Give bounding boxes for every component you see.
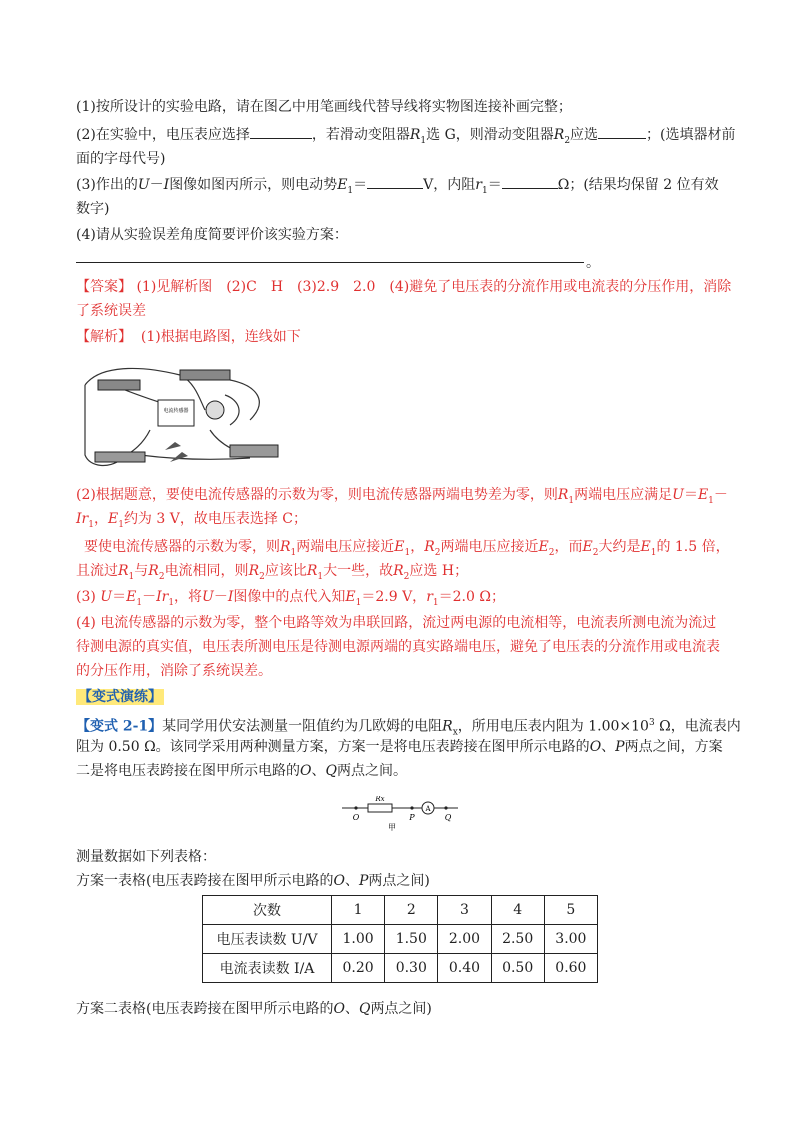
variant-text-f: 二是将电压表跨接在图甲所示电路的 xyxy=(76,763,300,779)
analysis-2: (2)根据题意，要使电流传感器的示数为零，则电流传感器两端电势差为零，则$R_1$两端电压应满足$U=E_1-$ xyxy=(76,487,728,506)
analysis-tag: 【解析】 xyxy=(76,329,132,345)
analysis-2-text-o: 应选 H； xyxy=(409,563,469,579)
q2-part-a: (2)在实验中，电压表应选择 xyxy=(76,127,250,143)
analysis-heading xyxy=(76,326,736,348)
ammeter-label: A xyxy=(425,805,431,813)
answer-block xyxy=(76,276,736,298)
analysis-2-cont: $Ir_1$，$E_1$约为 3 V，故电压表选择 C； xyxy=(76,511,308,530)
answer-blank-resistance[interactable] xyxy=(502,174,558,189)
variant-problem-3: 二是将电压表跨接在图甲所示电路的O、Q两点之间。 xyxy=(76,763,407,779)
question-3-cont xyxy=(76,198,736,220)
battery-right xyxy=(230,445,278,457)
symbol-R2: R xyxy=(553,127,565,143)
answer-tag: 【答案】 xyxy=(76,279,132,295)
table-cell: 2.50 xyxy=(491,925,544,954)
analysis-4-line-2: 待测电源的真实值，电压表所测电压是待测电源两端的真实路端电压，避免了电压表的分流作用或电流表 xyxy=(76,639,720,655)
measure-intro-text: 测量数据如下列表格： xyxy=(76,849,216,865)
answer-text-2: 了系统误差 xyxy=(76,303,146,319)
answer-blank-voltmeter[interactable] xyxy=(250,124,312,139)
analysis-2-text-b: 两端电压应满足 xyxy=(574,487,673,503)
label-q: Q xyxy=(444,813,452,822)
resistor-label: Rx xyxy=(375,796,385,803)
q2-part-d: 应选 xyxy=(570,127,599,143)
analysis-2-text-l: 电流相同，则 xyxy=(164,563,249,579)
q2-part-b: ，若滑动变阻器 xyxy=(311,127,410,143)
question-4-text: (4)请从实验误差角度简要评价该实验方案： xyxy=(76,227,348,243)
symbol-R1: R xyxy=(409,127,421,143)
table-cell: 0.40 xyxy=(438,954,491,983)
resistor-rx xyxy=(368,804,392,812)
table-header-cell: 1 xyxy=(332,896,385,925)
rheostat-left xyxy=(98,380,140,390)
plan-2-title-b: 两点之间) xyxy=(370,1001,432,1017)
measure-intro xyxy=(76,846,736,868)
question-4 xyxy=(76,224,736,246)
analysis-2-para2-cont: 且流过$R_1$与$R_2$电流相同，则$R_2$应该比$R_1$大一些，故$R_2$应选 H； xyxy=(76,563,469,582)
section-title: 【变式演练】 xyxy=(78,689,162,705)
q2-part-e: ；(选填器材前 xyxy=(646,127,736,143)
analysis-4-line-1: (4) 电流传感器的示数为零，整个电路等效为串联回路，流过两电源的电流相等，电流表所测电流为流过 xyxy=(76,615,717,631)
analysis-3-text-b: ，将 xyxy=(174,589,203,605)
table-cell: 1.50 xyxy=(385,925,438,954)
question-2: (2)在实验中，电压表应选择 ，若滑动变阻器$R_1$选 G，则滑动变阻器$R_2$应选 ；(选填器材前 xyxy=(76,124,736,152)
plan-1-title-b: 两点之间) xyxy=(368,873,430,889)
analysis-2-text-m: 应该比 xyxy=(264,563,307,579)
section-heading xyxy=(76,686,736,708)
variant-problem: 【变式 2-1】某同学用伏安法测量一阻值约为几欧姆的电阻$R_x$，所用电压表内阻为 $1.00\times 10^3$ Ω，电流表内 xyxy=(76,718,741,738)
circuit-figure-jia xyxy=(340,796,460,832)
table-row-label: 电压表读数 U/V xyxy=(203,925,332,954)
table-row xyxy=(203,954,598,983)
q3-part-a: (3)作出的 xyxy=(76,177,138,193)
table-header-cell: 2 xyxy=(385,896,438,925)
battery-left xyxy=(95,452,145,462)
q2-part-f: 面的字母代号) xyxy=(76,151,166,167)
node-o xyxy=(354,806,357,809)
analysis-2-text-d: 要使电流传感器的示数为零，则 xyxy=(84,539,280,555)
current-sensor-label: 电流传感器 xyxy=(163,408,189,414)
analysis-2-text-j: 且流过 xyxy=(76,563,118,579)
analysis-4-cont xyxy=(76,636,736,658)
variant-text-b: ，所用电压表内阻为 1.00×10 xyxy=(457,718,649,735)
plan-1-title: 方案一表格(电压表跨接在图甲所示电路的O、P两点之间) xyxy=(76,873,430,889)
table-row-label: 电流表读数 I/A xyxy=(203,954,332,983)
table-cell: 1.00 xyxy=(332,925,385,954)
wiring-diagram xyxy=(80,360,290,472)
variant-text-c: Ω，电流表内 xyxy=(659,718,741,735)
table-header-cell: 4 xyxy=(491,896,544,925)
data-table-plan-1 xyxy=(202,895,598,983)
plan-2-title-a: 方案二表格(电压表跨接在图甲所示电路的 xyxy=(76,1001,334,1017)
meter xyxy=(206,401,224,419)
analysis-3-text-d: ＝2.9 V， xyxy=(361,589,427,605)
node-p xyxy=(410,806,413,809)
variant-text-a: 某同学用伏安法测量一阻值约为几欧姆的电阻 xyxy=(162,718,443,735)
analysis-1-text: (1)根据电路图，连线如下 xyxy=(140,329,301,345)
variant-text-e: 两点之间，方案 xyxy=(624,739,723,755)
q3-part-b: 图像如图丙所示，则电动势 xyxy=(169,177,338,193)
switch xyxy=(165,442,181,450)
answer-text: (1)见解析图 (2)C H (3)2.9 2.0 (4)避免了电压表的分流作用或电流表的分压作用，消除 xyxy=(136,279,732,295)
table-cell: 0.50 xyxy=(491,954,544,983)
table-cell: 3.00 xyxy=(544,925,597,954)
q3-part-d: Ω；(结果均保留 2 位有效 xyxy=(557,177,719,193)
table-cell: 2.00 xyxy=(438,925,491,954)
analysis-2-text-f: 两端电压应接近 xyxy=(440,539,539,555)
node-q xyxy=(444,806,447,809)
analysis-4-line-3: 的分压作用，消除了系统误差。 xyxy=(76,663,272,679)
table-cell: 0.20 xyxy=(332,954,385,983)
table-row xyxy=(203,896,598,925)
figure-caption: 甲 xyxy=(388,823,396,832)
table-row xyxy=(203,925,598,954)
analysis-2-text-k: 与 xyxy=(134,563,149,579)
rheostat-top xyxy=(180,370,230,380)
answer-blank-emf[interactable] xyxy=(367,174,423,189)
analysis-2-para2: 要使电流传感器的示数为零，则$R_1$两端电压应接近$E_1$，$R_2$两端电压应接近$E_2$，而$E_2$大约是$E_1$的 1.5 倍， xyxy=(84,539,730,558)
answer-blank-rheostat[interactable] xyxy=(598,124,646,139)
switch xyxy=(170,452,188,462)
wire xyxy=(225,395,239,425)
question-1-text: (1)按所设计的实验电路，请在图乙中用笔画线代替导线将实物图连接补画完整； xyxy=(76,99,572,115)
analysis-4-cont2 xyxy=(76,660,736,682)
table-cell: 0.30 xyxy=(385,954,438,983)
answer-block-cont xyxy=(76,300,736,322)
period-mark: 。 xyxy=(586,255,600,271)
q3-part-c: V，内阻 xyxy=(423,177,476,193)
analysis-3-text-a: (3) xyxy=(76,589,96,605)
analysis-3: (3) $U=E_1-Ir_1$，将U－I图像中的点代入知$E_1=2.9$ V，$r_1=2.0$ Ω； xyxy=(76,589,505,608)
analysis-4 xyxy=(76,612,736,634)
table-header-cell: 3 xyxy=(438,896,491,925)
label-p: P xyxy=(409,813,415,822)
answer-line[interactable] xyxy=(76,262,584,263)
question-3: (3)作出的U－I图像如图丙所示，则电动势$E_1= V$，内阻$r_1= \Omega$；(结果均保留 2 位有效 xyxy=(76,174,736,202)
variant-text-d: 阻为 0.50 Ω。该同学采用两种测量方案，方案一是将电压表跨接在图甲所示电路的 xyxy=(76,739,590,755)
analysis-2-text-n: 大一些，故 xyxy=(323,563,394,579)
analysis-2-text-a: (2)根据题意，要使电流传感器的示数为零，则电流传感器两端电势差为零，则 xyxy=(76,487,558,503)
question-2-cont xyxy=(76,148,736,170)
variant-text-g: 两点之间。 xyxy=(336,763,407,779)
analysis-3-text-c: 图像中的点代入知 xyxy=(233,589,346,605)
table-cell: 0.60 xyxy=(544,954,597,983)
analysis-3-text-e: ＝2.0 Ω； xyxy=(438,589,505,605)
analysis-2-text-e: 两端电压应接近 xyxy=(296,539,395,555)
table-header-cell: 5 xyxy=(544,896,597,925)
analysis-2-text-i: 的 1.5 倍， xyxy=(656,539,730,555)
table-header-cell: 次数 xyxy=(203,896,332,925)
label-o: O xyxy=(352,813,360,822)
plan-1-title-a: 方案一表格(电压表跨接在图甲所示电路的 xyxy=(76,873,334,889)
analysis-2-text-g: ，而 xyxy=(554,539,583,555)
q3-part-e: 数字) xyxy=(76,201,110,217)
analysis-2-text-h: 大约是 xyxy=(598,539,641,555)
plan-2-title: 方案二表格(电压表跨接在图甲所示电路的O、Q两点之间) xyxy=(76,1001,432,1017)
analysis-2-text-c: 约为 3 V，故电压表选择 C； xyxy=(123,511,308,527)
variant-tag: 【变式 2-1】 xyxy=(76,718,163,735)
variant-problem-2: 阻为 0.50 Ω。该同学采用两种测量方案，方案一是将电压表跨接在图甲所示电路的O、P两点之间，方案 xyxy=(76,739,723,755)
q2-part-c: 选 G，则滑动变阻器 xyxy=(426,127,554,143)
question-1 xyxy=(76,96,736,118)
